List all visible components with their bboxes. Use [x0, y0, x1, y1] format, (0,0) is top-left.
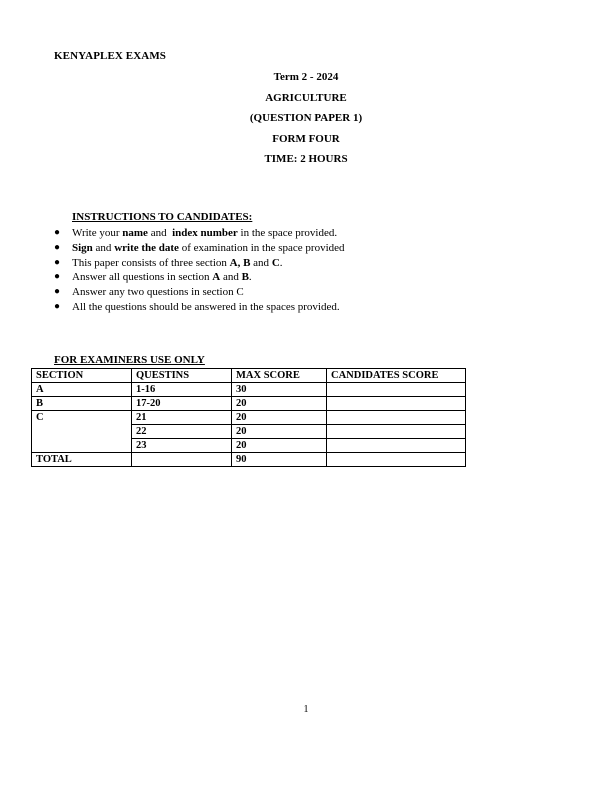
questions-cell: 1-16 — [132, 383, 232, 397]
total-row — [32, 453, 466, 467]
bullet-icon: ● — [54, 300, 61, 312]
candidates-score-cell — [327, 397, 466, 411]
instruction-item — [52, 300, 345, 315]
bullet-icon: ● — [54, 271, 61, 283]
instruction-text: Answer any two questions in section C — [72, 286, 244, 299]
questions-cell: 17-20 — [132, 397, 232, 411]
max-score-cell: 20 — [232, 411, 327, 425]
instruction-bold: name — [122, 227, 148, 239]
exam-time: TIME: 2 HOURS — [264, 153, 348, 165]
table-row — [32, 383, 466, 397]
instruction-bold: A, B — [229, 256, 251, 269]
instruction-item — [52, 256, 345, 271]
instruction-text: . — [248, 271, 252, 284]
instruction-text: in the space provided. — [237, 227, 338, 239]
column-header-candidates-score: CANDIDATES SCORE — [327, 369, 466, 383]
candidates-score-cell — [327, 453, 466, 467]
table-row — [32, 411, 466, 425]
total-label-cell: TOTAL — [32, 453, 132, 467]
questions-cell — [132, 453, 232, 467]
questions-cell: 23 — [132, 439, 232, 453]
column-header-questions: QUESTINS — [132, 369, 232, 383]
table-header-row — [32, 369, 466, 383]
instruction-text: and — [250, 256, 272, 269]
max-score-cell: 20 — [232, 397, 327, 411]
questions-cell: 21 — [132, 411, 232, 425]
examiners-score-table — [31, 368, 466, 467]
exam-form: FORM FOUR — [272, 133, 340, 145]
instruction-text: Write your — [72, 227, 123, 239]
bullet-icon: ● — [54, 286, 61, 298]
instruction-bold: C — [271, 256, 280, 269]
column-header-section: SECTION — [32, 369, 132, 383]
instruction-item — [52, 226, 345, 241]
instruction-text: Answer all questions in section — [72, 271, 213, 284]
instruction-text: . — [279, 256, 283, 269]
instruction-text: and — [220, 271, 242, 284]
instruction-bold: index number — [172, 227, 238, 239]
instruction-bold: Sign — [72, 241, 93, 254]
instructions-heading: INSTRUCTIONS TO CANDIDATES: — [72, 211, 253, 223]
candidates-score-cell — [327, 383, 466, 397]
bullet-icon: ● — [54, 227, 61, 238]
total-max-cell: 90 — [232, 453, 327, 467]
section-cell: B — [32, 397, 132, 411]
instruction-item — [52, 270, 345, 285]
section-cell: A — [32, 383, 132, 397]
table-row — [32, 397, 466, 411]
instruction-item — [52, 285, 345, 300]
examiners-heading: FOR EXAMINERS USE ONLY — [54, 354, 205, 366]
candidates-score-cell — [327, 439, 466, 453]
instruction-text: and — [92, 241, 115, 254]
instructions-list — [52, 226, 345, 315]
max-score-cell: 20 — [232, 439, 327, 453]
instruction-text: of examination in the space provided — [178, 241, 345, 254]
candidates-score-cell — [327, 425, 466, 439]
max-score-cell: 20 — [232, 425, 327, 439]
column-header-max-score: MAX SCORE — [232, 369, 327, 383]
bullet-icon: ● — [54, 241, 61, 253]
exam-paper: (QUESTION PAPER 1) — [249, 112, 363, 124]
max-score-cell: 30 — [232, 383, 327, 397]
exam-term: Term 2 - 2024 — [273, 71, 339, 83]
questions-cell: 22 — [132, 425, 232, 439]
bullet-icon: ● — [54, 256, 61, 268]
instruction-text: All the questions should be answered in the spaces provided. — [72, 300, 340, 313]
instruction-text: and — [147, 227, 173, 239]
instruction-text: This paper consists of three section — [72, 256, 230, 269]
candidates-score-cell — [327, 411, 466, 425]
instruction-bold: write the date — [114, 241, 179, 254]
instruction-bold: A — [212, 271, 221, 284]
exam-brand: KENYAPLEX EXAMS — [54, 50, 167, 62]
instruction-item — [52, 241, 345, 256]
section-cell: C — [32, 411, 132, 453]
instruction-bold: B — [241, 271, 249, 284]
exam-subject: AGRICULTURE — [265, 92, 347, 104]
page-number: 1 — [303, 704, 309, 715]
